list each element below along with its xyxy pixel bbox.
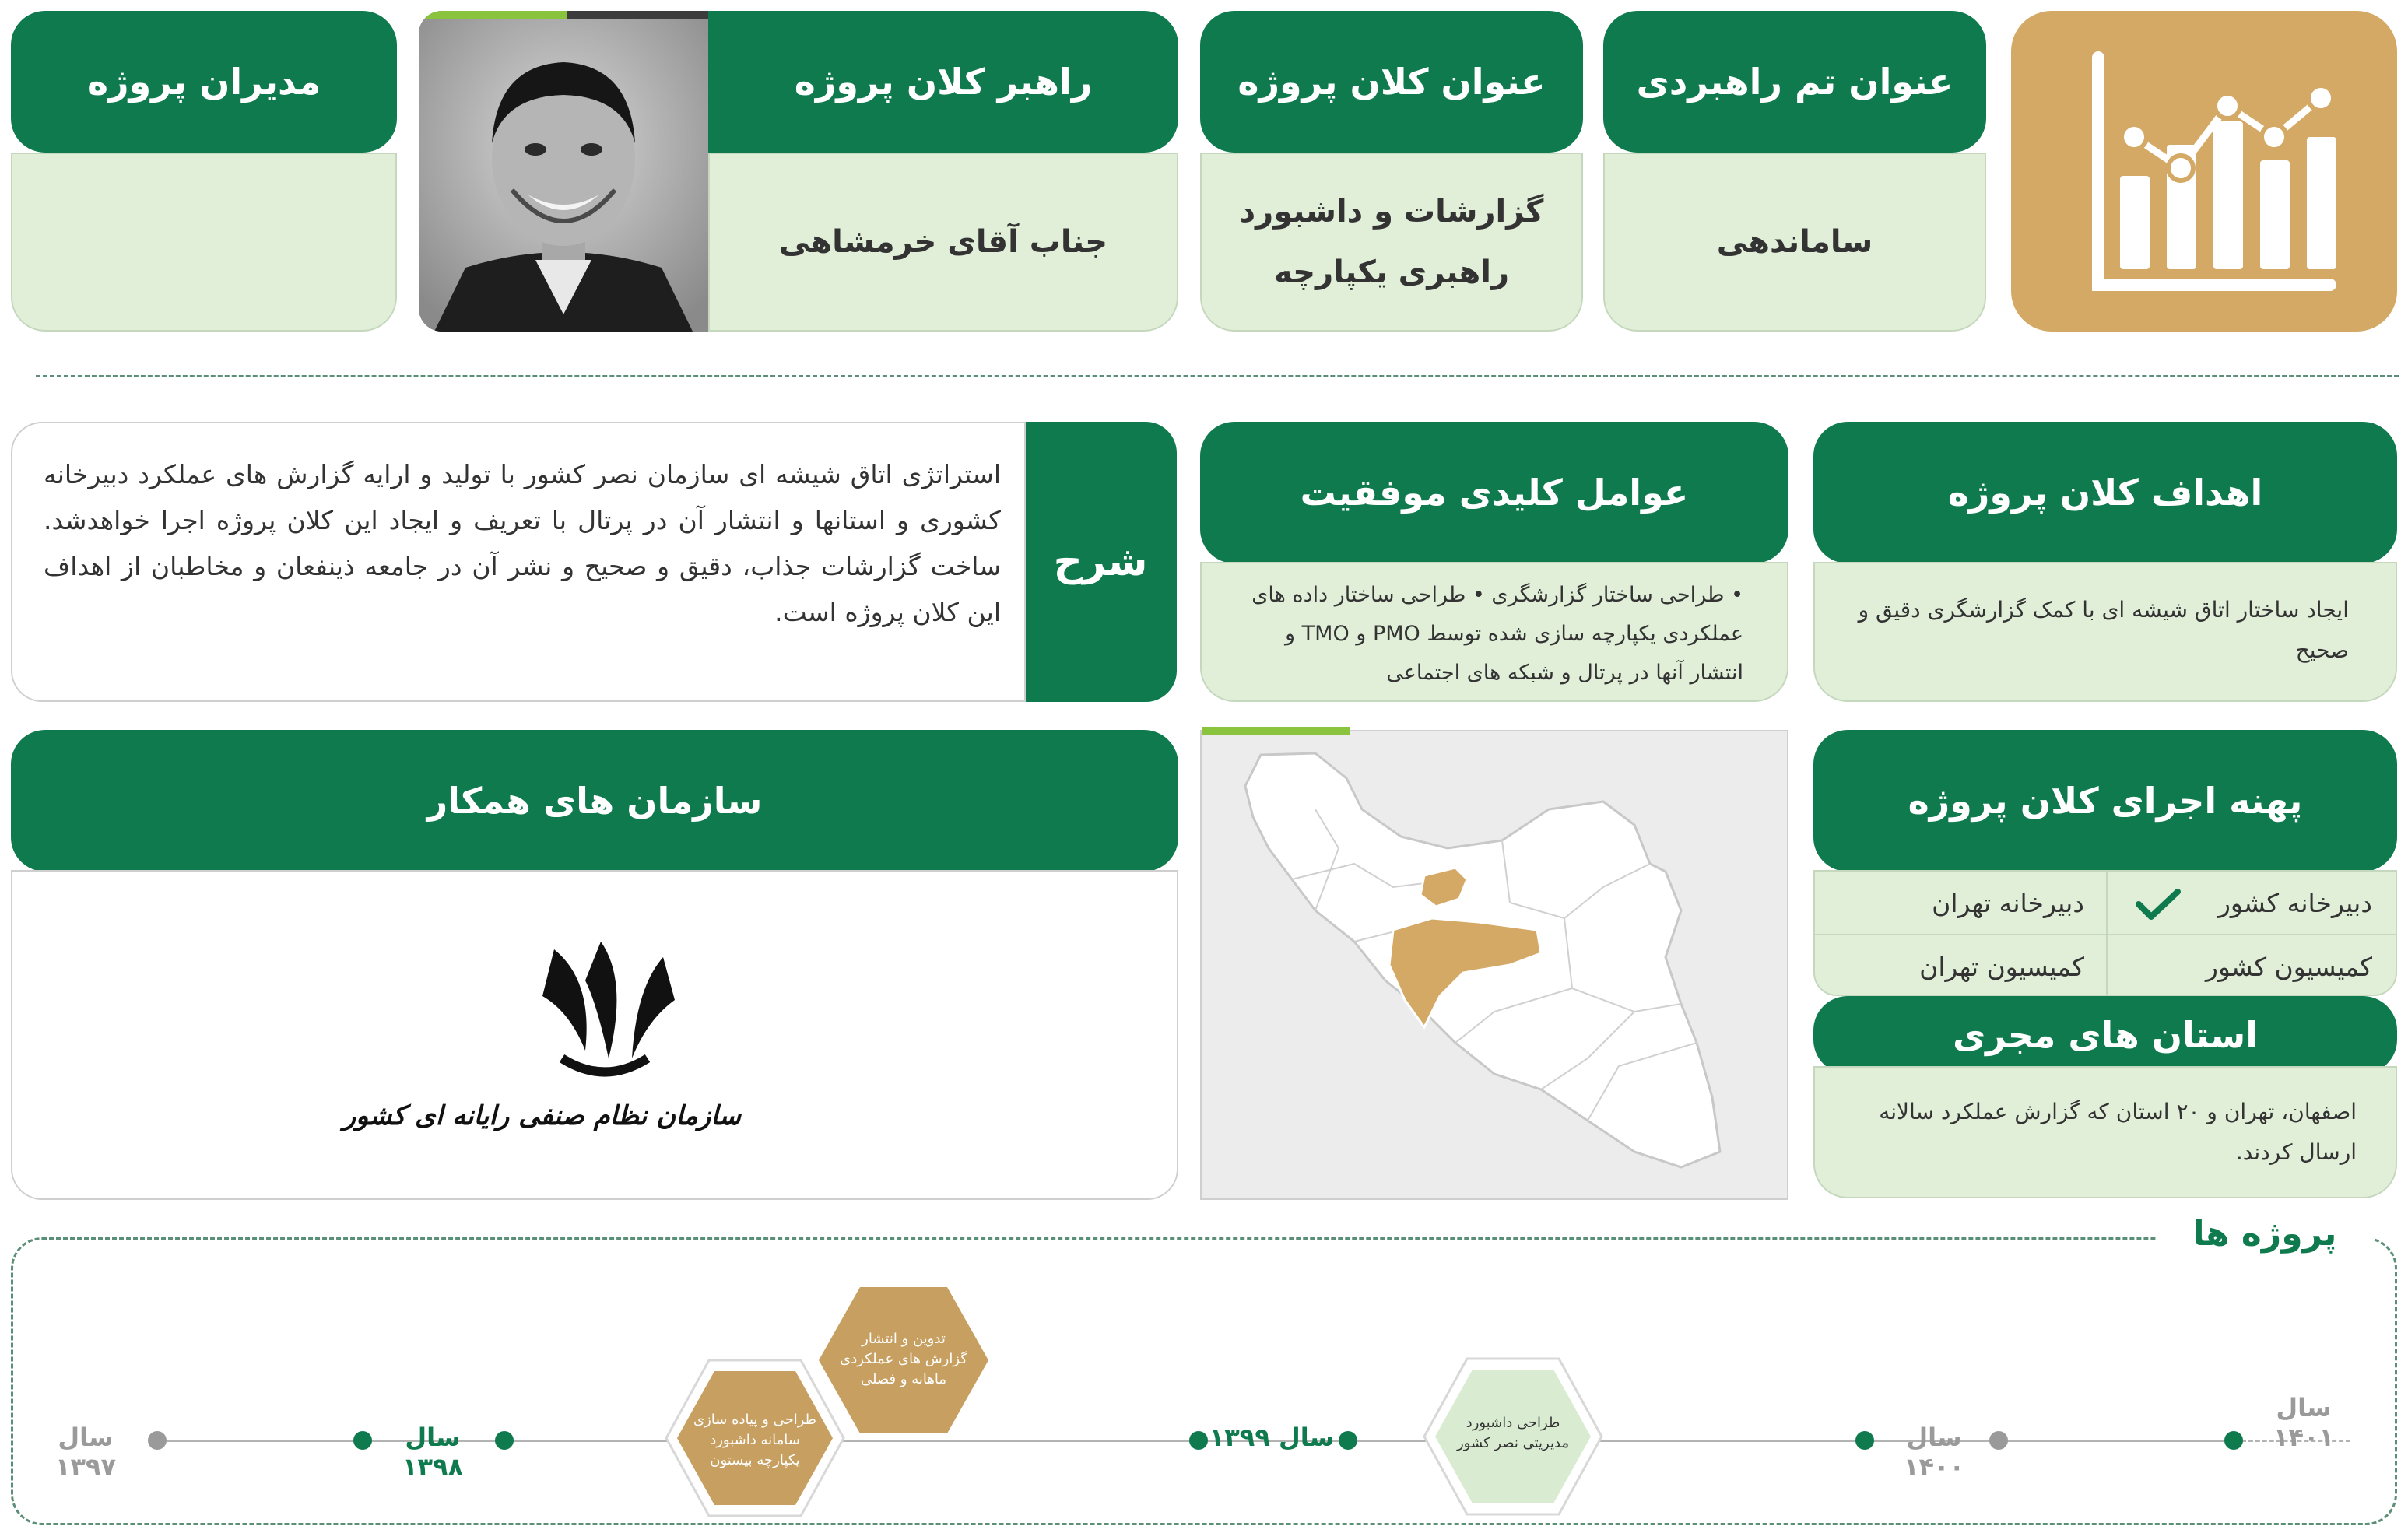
scope-item-label: کمیسیون تهران xyxy=(1919,951,2084,982)
timeline-dot xyxy=(148,1431,167,1450)
description-title: شرح xyxy=(1024,422,1177,702)
timeline-dot xyxy=(1855,1431,1874,1450)
project-hex-label: تدوین و انتشار گزارش های عملکردی ماهانه و فصلی xyxy=(840,1331,967,1387)
scope-item-label: دبیرخانه کشور xyxy=(2218,887,2372,918)
scope-item-label: کمیسیون کشور xyxy=(2205,951,2372,982)
projects-title: پروژه ها xyxy=(2156,1211,2374,1258)
scope-item-commission-country xyxy=(2206,935,2372,998)
person-photo xyxy=(419,11,708,332)
year-label-1400: سال ۱۴۰۰ xyxy=(1903,1422,1965,1482)
scope-item-label: دبیرخانه تهران xyxy=(1932,887,2084,918)
partners-title: سازمان های همکار xyxy=(11,730,1178,872)
managers-title: مدیران پروژه xyxy=(11,11,397,153)
scope-item-secretariat-country xyxy=(2218,872,2372,934)
project-value xyxy=(1200,153,1583,332)
partner-logo xyxy=(342,934,741,1152)
project-hex-label: طراحی و پیاده سازی سامانه داشبورد یکپارچه بیستون xyxy=(693,1412,816,1468)
timeline-dot xyxy=(353,1431,372,1450)
scope-title: پهنه اجرای کلان پروژه xyxy=(1813,730,2397,872)
section-divider xyxy=(36,375,2399,377)
projects-frame xyxy=(11,1237,2397,1525)
theme-title: عنوان تم راهبردی xyxy=(1603,11,1986,153)
leader-value: جناب آقای خرمشاهی xyxy=(708,153,1178,332)
project-hex-label: طراحی داشبورد مدیریتی نصر کشور xyxy=(1456,1415,1570,1451)
timeline-dot xyxy=(1339,1431,1357,1450)
project-title: عنوان کلان پروژه xyxy=(1200,11,1583,153)
year-label-1398: سال ۱۳۹۸ xyxy=(402,1422,464,1482)
provinces-text: اصفهان، تهران و ۲۰ استان که گزارش عملکرد سالانه ارسال کردند. xyxy=(1813,1066,2397,1198)
leader-title: راهبر کلان پروژه xyxy=(708,11,1178,153)
success-line3: انتشار آنها در پرتال و شبکه های اجتماعی xyxy=(1386,661,1743,685)
iran-map xyxy=(1200,730,1788,1200)
project-value-line2: راهبری یکپارچه xyxy=(1274,254,1510,290)
partners-box xyxy=(11,870,1178,1200)
project-value-line1: گزارشات و داشبورد xyxy=(1239,194,1544,230)
managers-value xyxy=(11,153,397,332)
project-hex-dashboard[interactable] xyxy=(1421,1354,1605,1519)
description-text: استراتژی اتاق شیشه ای سازمان نصر کشور با تولید و ارایه گزارش های عملکرد دبیرخانه کشوری و استانها و انتشار آن در پرتال با تعریف و ایجاد این کلان پروژه اجرا خواهدشد. ساخت گزارشات جذاب، دقیق و صحیح و نشر آن در جامعه ذینفعان و مخاطبان از اهداف این کلان پروژه است. xyxy=(11,422,1026,702)
timeline-dot xyxy=(2224,1431,2243,1450)
goals-text: ایجاد ساختار اتاق شیشه ای با کمک گزارشگری دقیق و صحیح xyxy=(1813,562,2397,702)
success-title: عوامل کلیدی موفقیت xyxy=(1200,422,1788,563)
scope-item-commission-tehran xyxy=(1919,935,2084,998)
year-label-1397: سال ۱۳۹۷ xyxy=(54,1422,117,1482)
year-label-1401: سال ۱۴۰۱ xyxy=(2273,1393,2335,1452)
success-line2: عملکردی یکپارچه سازی شده توسط PMO و TMO و xyxy=(1285,622,1743,646)
scope-item-secretariat-tehran xyxy=(1932,872,2084,934)
provinces-title: استان های مجری xyxy=(1813,996,2397,1074)
theme-value: ساماندهی xyxy=(1603,153,1986,332)
check-icon xyxy=(2136,887,2181,921)
success-line1: • طراحی ساختار گزارشگری • طراحی ساختار داده های xyxy=(1251,583,1743,607)
year-label-1399: سال ۱۳۹۹ xyxy=(1209,1422,1335,1452)
chart-icon-tile xyxy=(2011,11,2397,332)
scope-grid xyxy=(1813,870,2397,996)
success-text xyxy=(1200,562,1788,702)
chart-icon xyxy=(2011,11,2397,332)
project-hex-reports[interactable] xyxy=(816,1282,992,1438)
goals-title: اهداف کلان پروژه xyxy=(1813,422,2397,563)
timeline-dot xyxy=(495,1431,514,1450)
partner-logo-text: سازمان نظام صنفی رایانه ای کشور xyxy=(342,1100,741,1131)
